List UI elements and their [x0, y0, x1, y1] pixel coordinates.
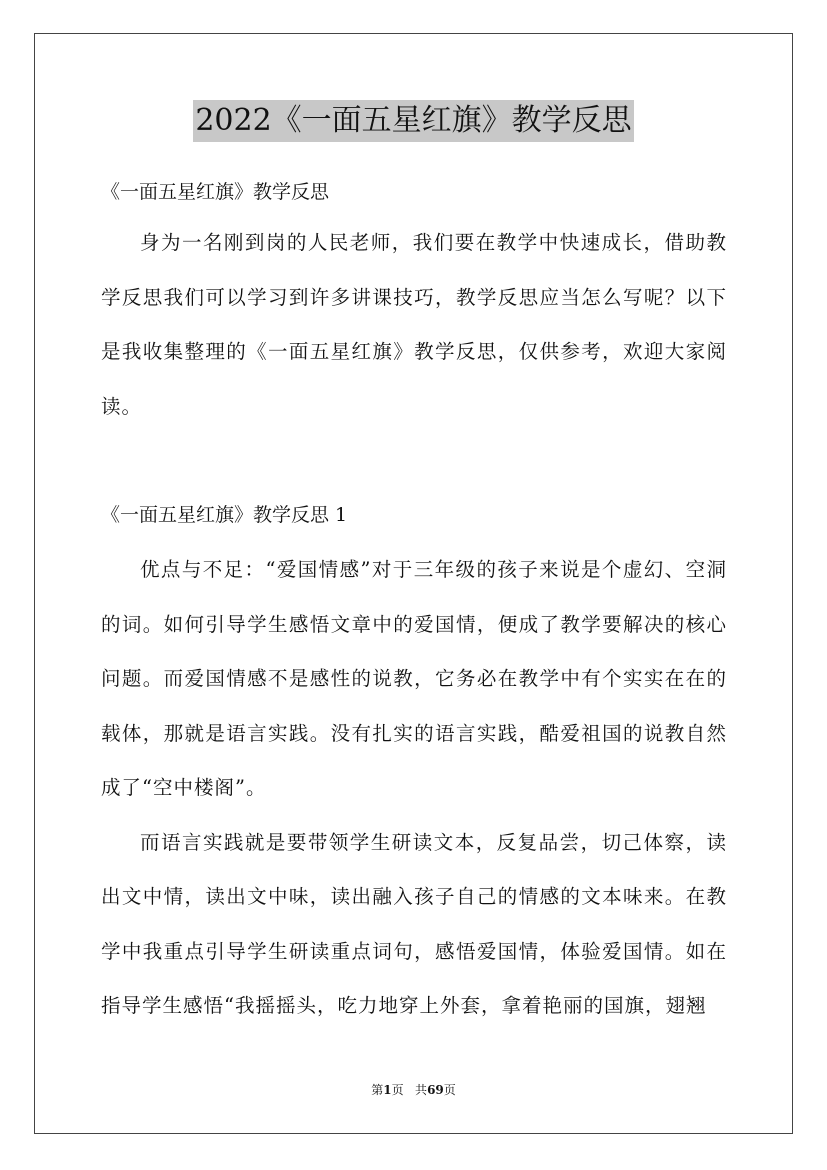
footer-total-suffix: 页: [443, 1083, 456, 1097]
section1-heading: 《一面五星红旗》教学反思 1: [101, 504, 348, 526]
title-container: [0, 100, 827, 142]
footer-total-prefix: 共: [415, 1083, 428, 1097]
intro-heading: 《一面五星红旗》教学反思: [101, 181, 330, 203]
intro-paragraph: 身为一名刚到岗的人民老师，我们要在教学中快速成长，借助教学反思我们可以学习到许多讲课技巧，教学反思应当怎么写呢？以下是我收集整理的《一面五星红旗》教学反思，仅供参考，欢迎大家阅读。: [101, 231, 727, 418]
footer-page-suffix: 页: [391, 1083, 404, 1097]
footer-total-pages: 69: [427, 1083, 444, 1097]
document-title: 2022《一面五星红旗》教学反思: [193, 100, 633, 142]
section1-paragraph-2: 而语言实践就是要带领学生研读文本，反复品尝，切己体察，读出文中情，读出文中味，读出融入孩子自己的情感的文本味来。在教学中我重点引导学生研读重点词句，感悟爱国情，体验爱国情。如在指导学生感悟“我摇摇头，吃力地穿上外套，拿着艳丽的国旗，翅翘: [101, 830, 727, 1017]
footer-page-number: 1: [383, 1083, 392, 1097]
footer-page-prefix: 第: [371, 1083, 384, 1097]
section1-paragraph-1: 优点与不足：“爱国情感”对于三年级的孩子来说是个虚幻、空洞的词。如何引导学生感悟文章中的爱国情，便成了教学要解决的核心问题。而爱国情感不是感性的说教，它务必在教学中有个实实在在的载体，那就是语言实践。没有扎实的语言实践，酷爱祖国的说教自然成了“空中楼阁”。: [101, 558, 727, 799]
page-footer: [0, 1082, 827, 1098]
document-body: [101, 172, 727, 1034]
